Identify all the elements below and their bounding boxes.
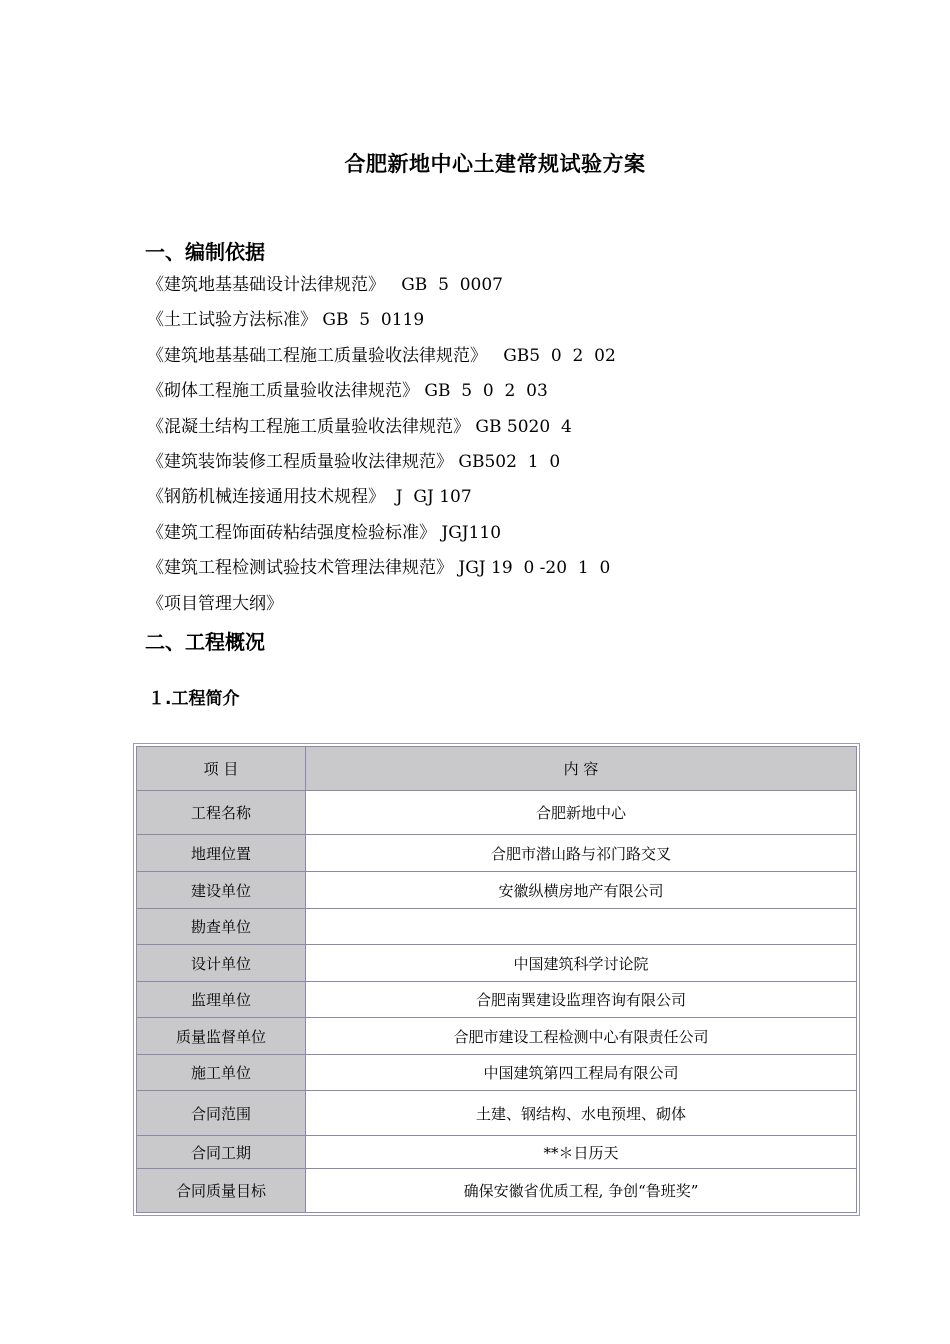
row-label: 设计单位 xyxy=(137,945,306,982)
table-row xyxy=(137,945,857,982)
table-row xyxy=(137,835,857,872)
table-row xyxy=(137,1055,857,1091)
reference-item: 《钢筋机械连接通用技术规程》 J GJ 107 xyxy=(147,487,472,508)
row-label: 施工单位 xyxy=(137,1055,306,1091)
table-header-row xyxy=(137,747,857,791)
project-info-table-frame xyxy=(133,743,860,1216)
row-value: **＊日历天 xyxy=(306,1136,857,1169)
reference-item: 《项目管理大纲》 xyxy=(147,593,283,614)
table-row xyxy=(137,1136,857,1169)
section-heading-basis: 一、编制依据 xyxy=(145,240,265,264)
table-row xyxy=(137,909,857,945)
reference-item: 《砌体工程施工质量验收法律规范》 GB 5 0 2 03 xyxy=(147,381,548,402)
table-row xyxy=(137,1091,857,1136)
table-row xyxy=(137,1169,857,1213)
row-value: 合肥市建设工程检测中心有限责任公司 xyxy=(306,1018,857,1055)
reference-item: 《建筑装饰装修工程质量验收法律规范》 GB502 1 0 xyxy=(147,451,561,472)
row-value: 安徽纵横房地产有限公司 xyxy=(306,872,857,909)
row-value: 合肥新地中心 xyxy=(306,791,857,835)
table-row xyxy=(137,1018,857,1055)
row-label: 建设单位 xyxy=(137,872,306,909)
table-row xyxy=(137,791,857,835)
reference-item: 《建筑地基基础设计法律规范》 GB 5 0007 xyxy=(147,275,503,295)
reference-item: 《土工试验方法标准》 GB 5 0119 xyxy=(147,310,425,331)
document-title: 合肥新地中心土建常规试验方案 xyxy=(344,152,646,176)
reference-item: 《建筑工程饰面砖粘结强度检验标准》 JGJ110 xyxy=(147,522,502,543)
reference-list xyxy=(147,272,616,626)
reference-item: 《建筑工程检测试验技术管理法律规范》 JGJ 19 0 -20 1 0 xyxy=(147,558,611,579)
row-label: 工程名称 xyxy=(137,791,306,835)
row-value: 中国建筑第四工程局有限公司 xyxy=(306,1055,857,1091)
row-value: 合肥南巽建设监理咨询有限公司 xyxy=(306,982,857,1018)
row-value: 合肥市潜山路与祁门路交叉 xyxy=(306,835,857,872)
header-item: 项 目 xyxy=(137,747,306,791)
subsection-heading-intro: １.工程简介 xyxy=(148,689,240,709)
section-heading-overview: 二、工程概况 xyxy=(145,630,265,654)
row-label: 合同质量目标 xyxy=(137,1169,306,1213)
table-row xyxy=(137,982,857,1018)
row-value: 确保安徽省优质工程, 争创“鲁班奖” xyxy=(306,1169,857,1213)
row-label: 合同工期 xyxy=(137,1136,306,1169)
row-label: 合同范围 xyxy=(137,1091,306,1136)
row-label: 地理位置 xyxy=(137,835,306,872)
header-content: 内 容 xyxy=(306,747,857,791)
row-label: 监理单位 xyxy=(137,982,306,1018)
project-info-table xyxy=(136,746,857,1213)
row-value xyxy=(306,909,857,945)
row-value: 土建、钢结构、水电预埋、砌体 xyxy=(306,1091,857,1136)
table-row xyxy=(137,872,857,909)
reference-item: 《建筑地基基础工程施工质量验收法律规范》 GB5 0 2 02 xyxy=(147,345,616,366)
reference-item: 《混凝土结构工程施工质量验收法律规范》 GB 5020 4 xyxy=(147,416,572,437)
row-label: 勘查单位 xyxy=(137,909,306,945)
row-value: 中国建筑科学讨论院 xyxy=(306,945,857,982)
row-label: 质量监督单位 xyxy=(137,1018,306,1055)
